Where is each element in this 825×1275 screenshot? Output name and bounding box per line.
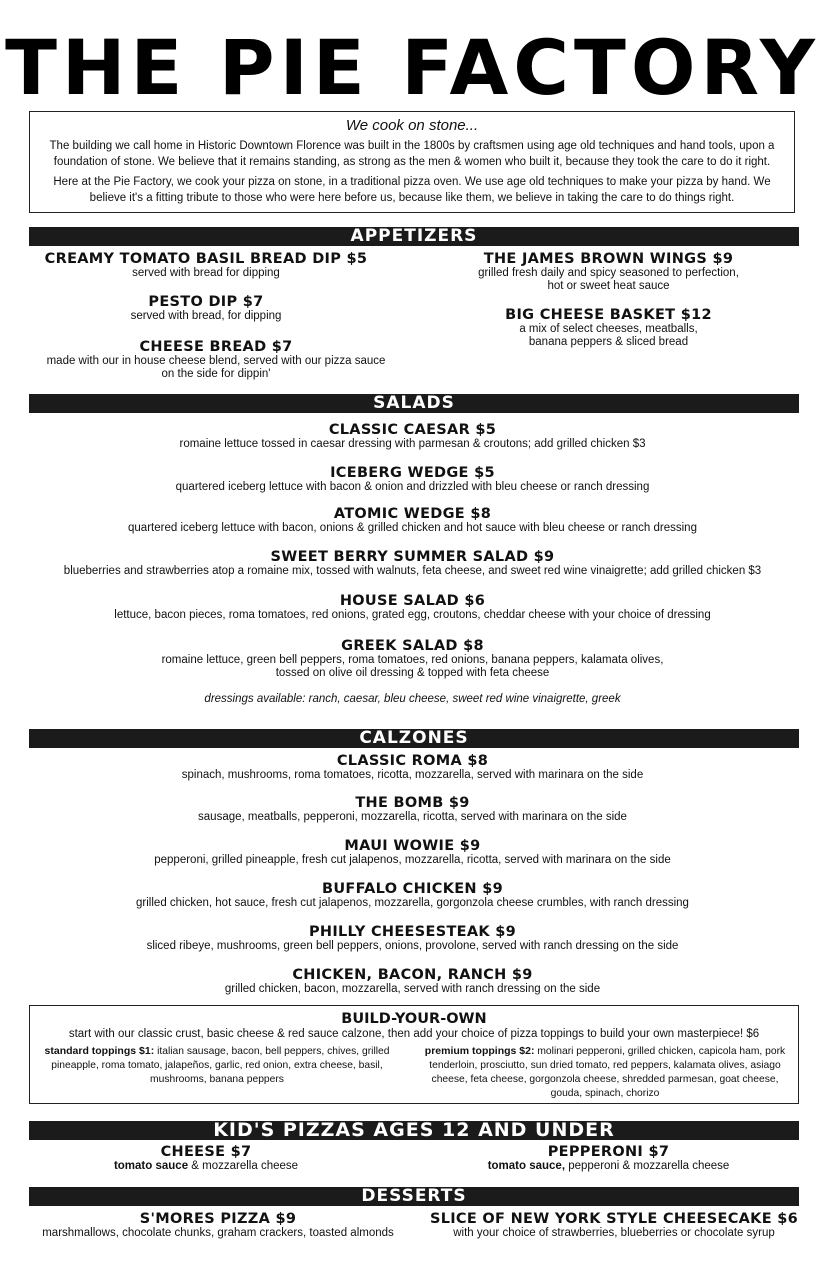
appetizer-item xyxy=(0,339,432,381)
desserts-header: DESSERTS xyxy=(29,1187,799,1206)
item-name: BUFFALO CHICKEN $9 xyxy=(321,881,503,897)
item-desc: grilled chicken, hot sauce, fresh cut jalapenos, mozzarella, gorgonzola cheese crumbles, with ranch dressing xyxy=(136,897,689,909)
item-desc: romaine lettuce tossed in caesar dressing with parmesan & croutons; add grilled chicken $3 xyxy=(179,438,646,450)
calzone-item xyxy=(0,924,825,953)
byo-name: BUILD-YOUR-OWN xyxy=(341,1011,487,1027)
build-your-own-box xyxy=(29,1005,799,1104)
item-name: PEPPERONI $7 xyxy=(547,1144,670,1160)
item-name: SLICE OF NEW YORK STYLE CHEESECAKE $6 xyxy=(429,1211,799,1227)
item-name: CREAMY TOMATO BASIL BREAD DIP $5 xyxy=(44,251,368,267)
item-desc-bold: tomato sauce, xyxy=(487,1160,566,1172)
item-desc xyxy=(0,1160,412,1173)
item-desc: pepperoni, grilled pineapple, fresh cut jalapenos, mozzarella, ricotta, served with marinara on the side xyxy=(154,854,671,866)
item-desc: spinach, mushrooms, roma tomatoes, ricotta, mozzarella, served with marinara on the side xyxy=(181,769,644,781)
item-name: S'MORES PIZZA $9 xyxy=(139,1211,297,1227)
premium-toppings-label: premium toppings $2: xyxy=(424,1045,535,1057)
item-desc: with your choice of strawberries, blueberries or chocolate syrup xyxy=(453,1227,775,1239)
item-name: PHILLY CHEESESTEAK $9 xyxy=(308,924,517,940)
item-desc-rest: & mozzarella cheese xyxy=(188,1160,299,1172)
item-desc: lettuce, bacon pieces, roma tomatoes, red onions, grated egg, croutons, cheddar cheese with your choice of dressing xyxy=(114,609,711,621)
item-name: ATOMIC WEDGE $8 xyxy=(333,506,492,522)
item-desc: served with bread, for dipping xyxy=(130,310,282,322)
item-desc-2: on the side for dippin' xyxy=(161,368,271,380)
item-desc-2: tossed on olive oil dressing & topped with feta cheese xyxy=(275,667,550,679)
standard-toppings-label: standard toppings $1: xyxy=(44,1045,155,1057)
item-desc: quartered iceberg lettuce with bacon & onion and drizzled with bleu cheese or ranch dressing xyxy=(175,481,650,493)
item-desc xyxy=(412,1160,805,1173)
byo-desc: start with our classic crust, basic cheese & red sauce calzone, then add your choice of pizza toppings to build your own masterpiece! $6 xyxy=(68,1028,760,1040)
item-name: SWEET BERRY SUMMER SALAD $9 xyxy=(270,549,555,565)
item-name: CLASSIC ROMA $8 xyxy=(336,753,489,769)
calzone-item xyxy=(0,881,825,910)
appetizer-item xyxy=(412,307,805,349)
calzone-item xyxy=(0,967,825,996)
dessert-item xyxy=(0,1211,436,1240)
item-desc: grilled chicken, bacon, mozzarella, served with ranch dressing on the side xyxy=(224,983,601,995)
calzone-item xyxy=(0,838,825,867)
calzone-item xyxy=(0,795,825,824)
item-desc: served with bread for dipping xyxy=(132,267,280,279)
item-desc: made with our in house cheese blend, served with our pizza sauce xyxy=(46,355,386,367)
restaurant-title: THE PIE FACTORY xyxy=(5,23,820,112)
premium-toppings xyxy=(420,1044,790,1101)
item-name: HOUSE SALAD $6 xyxy=(339,593,486,609)
item-desc-bold: tomato sauce xyxy=(113,1160,189,1172)
intro-box xyxy=(29,111,795,213)
calzone-item xyxy=(0,753,825,782)
item-name: CHEESE BREAD $7 xyxy=(139,339,293,355)
salad-item xyxy=(0,638,825,680)
appetizers-header: APPETIZERS xyxy=(29,227,799,246)
dessert-item xyxy=(412,1211,816,1240)
intro-paragraph-1: The building we call home in Historic Downtown Florence was built in the 1800s by craftsmen using age old techniques and hand tools, upon a foundation of stone. We believe that it remains standing, as strong as the men & women who built it, because they took the care to do it right. xyxy=(49,140,775,168)
item-desc: quartered iceberg lettuce with bacon, onions & grilled chicken and hot sauce with bleu cheese or ranch dressing xyxy=(128,522,697,534)
item-name: MAUI WOWIE $9 xyxy=(344,838,481,854)
calzones-header: CALZONES xyxy=(29,729,799,748)
item-desc: blueberries and strawberries atop a romaine mix, tossed with walnuts, feta cheese, and sweet red wine vinaigrette; add grilled chicken $3 xyxy=(63,565,762,577)
item-desc: marshmallows, chocolate chunks, graham crackers, toasted almonds xyxy=(42,1227,394,1239)
item-name: ICEBERG WEDGE $5 xyxy=(330,465,495,481)
item-desc: sliced ribeye, mushrooms, green bell peppers, onions, provolone, served with ranch dressing on the side xyxy=(146,940,679,952)
item-desc: grilled fresh daily and spicy seasoned to perfection, xyxy=(478,267,739,279)
item-desc-2: hot or sweet heat sauce xyxy=(547,280,670,292)
item-desc-2: banana peppers & sliced bread xyxy=(528,336,689,348)
item-name: THE BOMB $9 xyxy=(355,795,470,811)
salad-item xyxy=(0,593,825,622)
item-name: CLASSIC CAESAR $5 xyxy=(328,422,497,438)
premium-toppings-list: molinari pepperoni, grilled chicken, capicola ham, pork tenderloin, prosciutto, sun dried tomato, red peppers, kalamata olives, asiago cheese, feta cheese, gorgonzola cheese, shredded parmesan, goat cheese, gouda, spinach, chorizo xyxy=(429,1046,786,1099)
salad-item xyxy=(0,506,825,535)
intro-paragraph-2: Here at the Pie Factory, we cook your pizza on stone, in a traditional pizza oven. We use age old techniques to make your pizza by hand. We believe it's a fitting tribute to those who were here before us, because like them, we believe in taking the care to do things right. xyxy=(53,176,771,204)
standard-toppings-list: italian sausage, bacon, bell peppers, chives, grilled pineapple, roma tomato, jalapeños, garlic, red onion, extra cheese, basil, mushrooms, banana peppers xyxy=(51,1046,390,1085)
item-name: GREEK SALAD $8 xyxy=(341,638,484,654)
item-desc: romaine lettuce, green bell peppers, roma tomatoes, red onions, banana peppers, kalamata olives, xyxy=(161,654,664,666)
kids-header: KID'S PIZZAS AGES 12 AND UNDER xyxy=(29,1121,799,1140)
kids-item xyxy=(412,1144,805,1173)
item-name: PESTO DIP $7 xyxy=(148,294,264,310)
item-desc: a mix of select cheeses, meatballs, xyxy=(519,323,698,335)
salad-item xyxy=(0,549,825,578)
kids-item xyxy=(0,1144,412,1173)
standard-toppings xyxy=(44,1044,390,1087)
item-name: BIG CHEESE BASKET $12 xyxy=(505,307,712,323)
intro-tagline: We cook on stone... xyxy=(345,117,479,134)
salads-header: SALADS xyxy=(29,394,799,413)
salad-item xyxy=(0,465,825,494)
dressings-note: dressings available: ranch, caesar, bleu cheese, sweet red wine vinaigrette, greek xyxy=(204,693,621,705)
item-name: CHICKEN, BACON, RANCH $9 xyxy=(292,967,533,983)
item-name: THE JAMES BROWN WINGS $9 xyxy=(483,251,734,267)
salad-item xyxy=(0,422,825,451)
item-desc: sausage, meatballs, pepperoni, mozzarella, ricotta, served with marinara on the side xyxy=(198,811,627,823)
appetizer-item xyxy=(412,251,805,293)
appetizer-item xyxy=(0,294,412,323)
appetizer-item xyxy=(0,251,412,280)
item-desc-rest: pepperoni & mozzarella cheese xyxy=(565,1160,730,1172)
item-name: CHEESE $7 xyxy=(160,1144,252,1160)
